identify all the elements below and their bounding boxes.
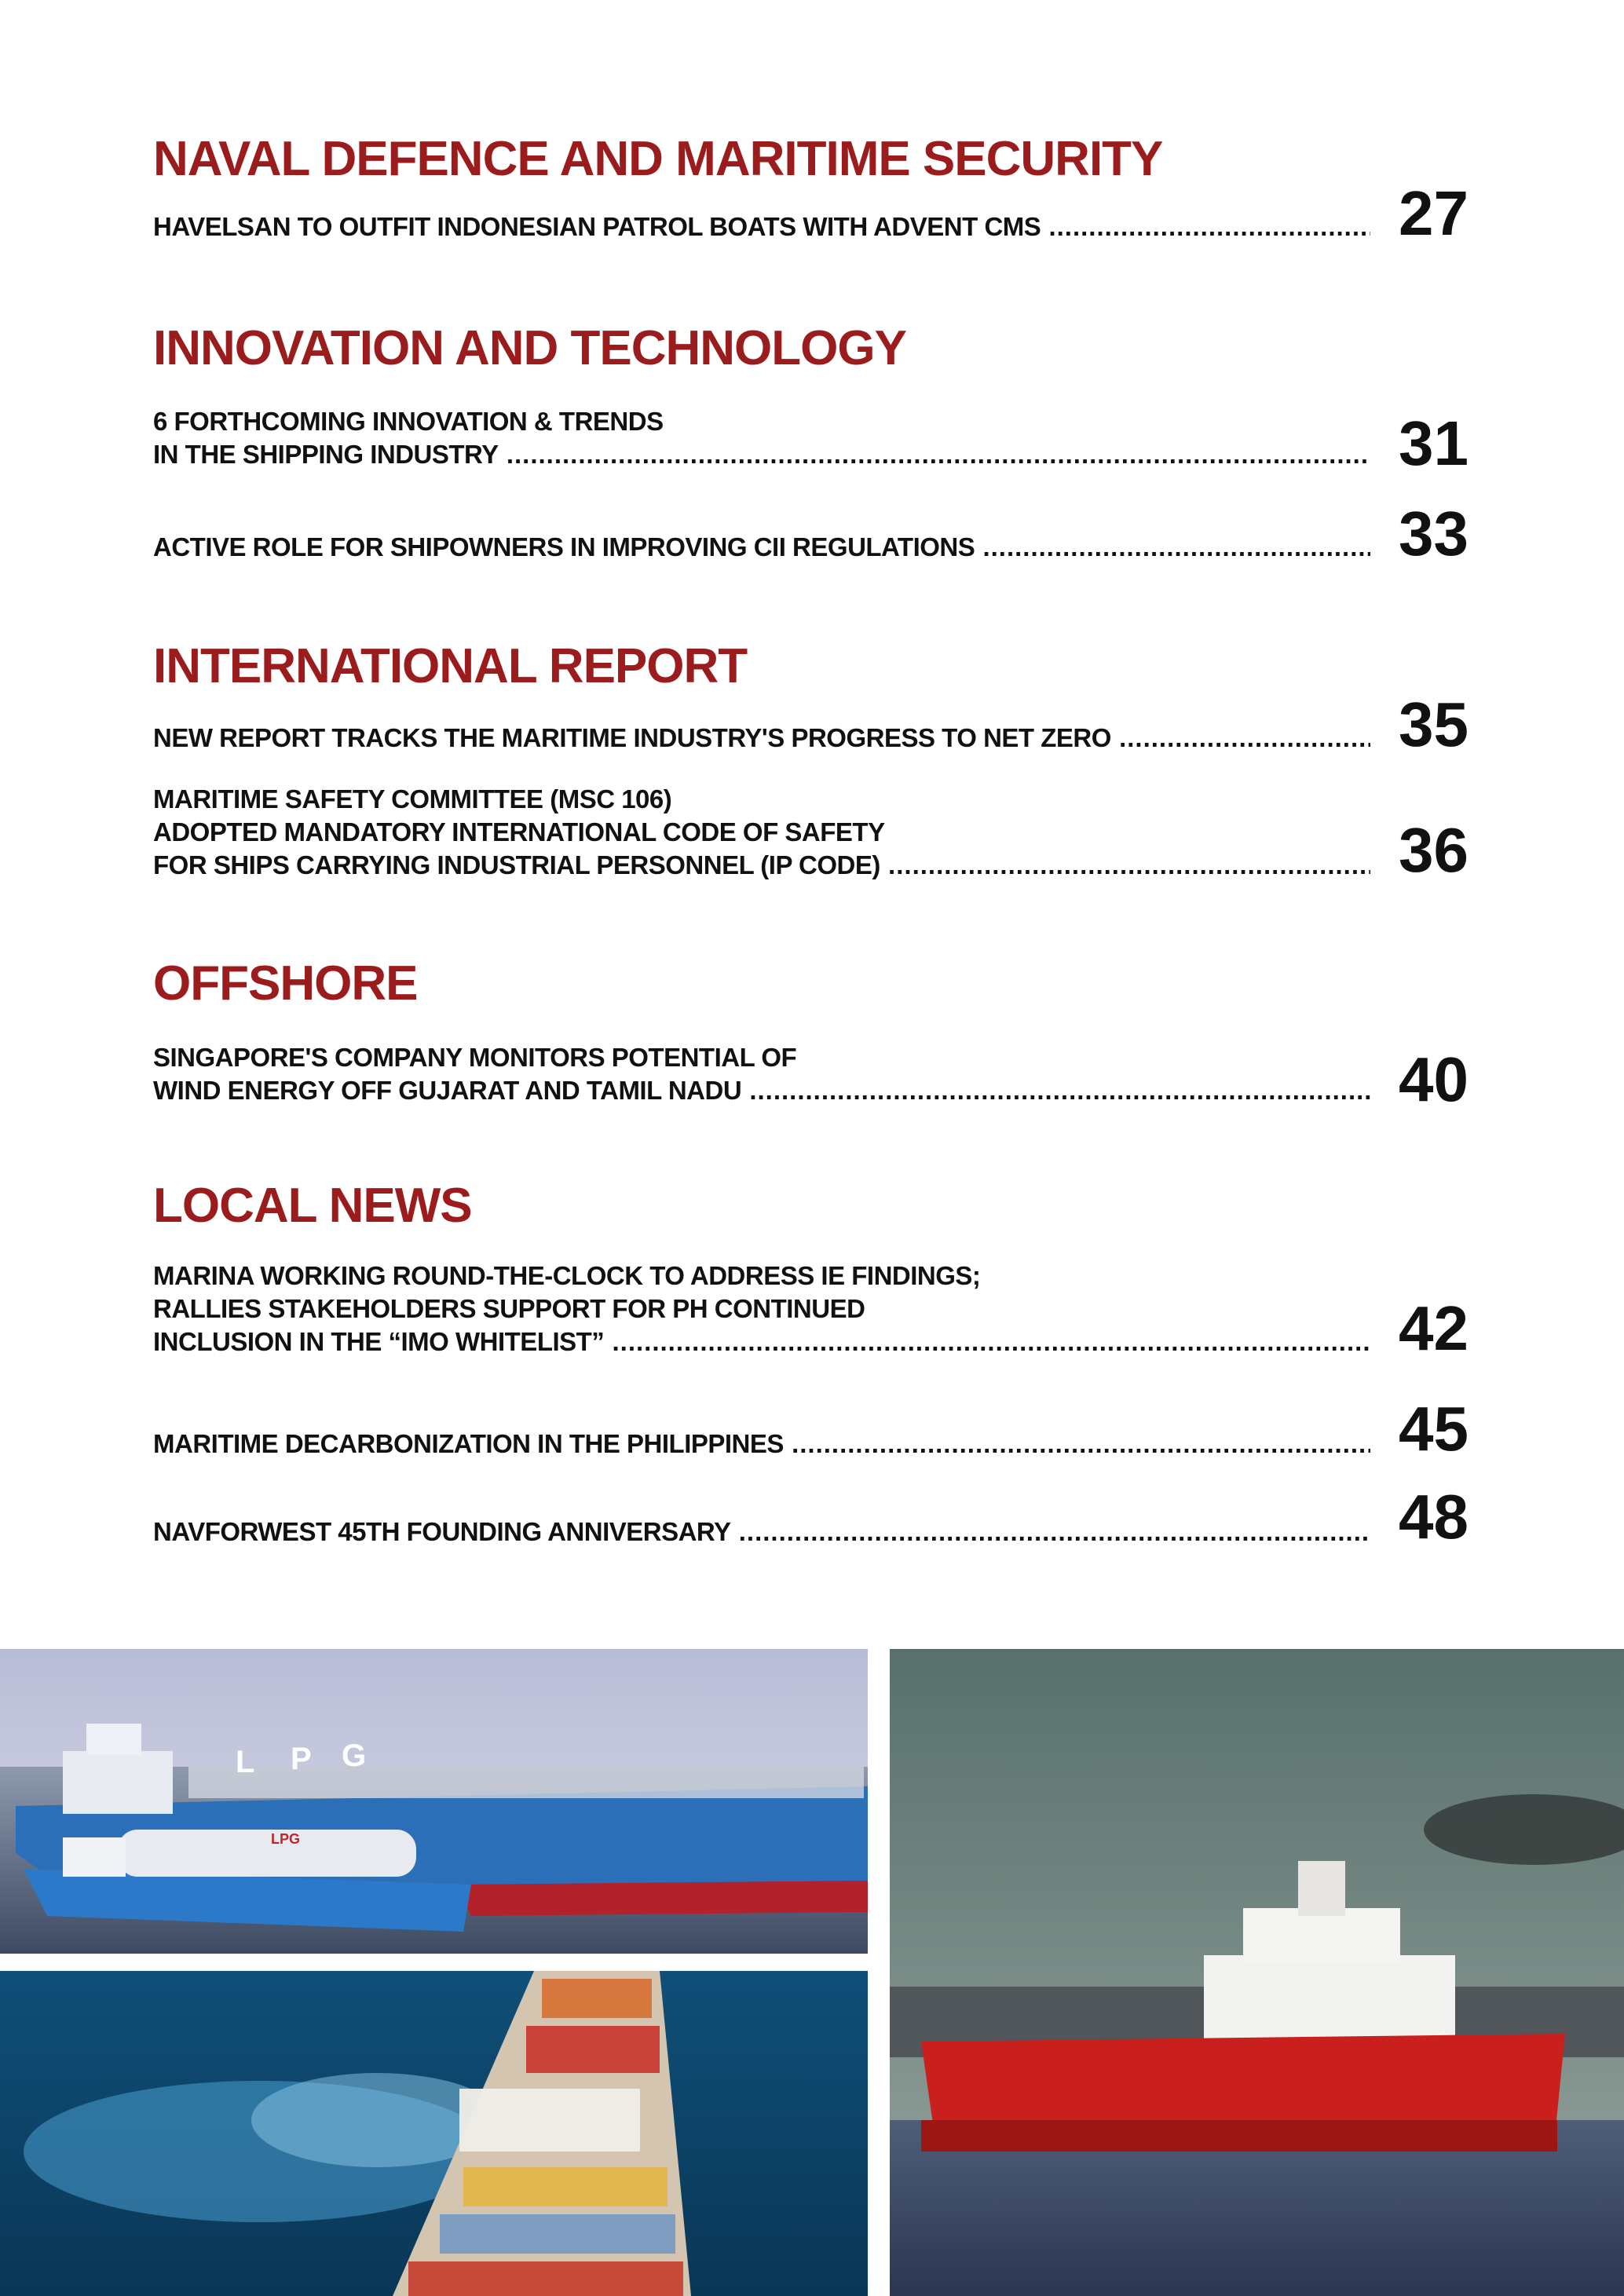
toc-entry-line: FOR SHIPS CARRYING INDUSTRIAL PERSONNEL (IP CODE) ..... [153, 849, 1370, 882]
lpg-tankers-photo [0, 1649, 868, 1954]
toc-entry[interactable] [153, 471, 1469, 569]
toc-entry[interactable] [153, 1366, 1469, 1464]
lpg-letter: L [236, 1745, 255, 1779]
toc-entry-title [153, 405, 1370, 471]
container-ship-photo [0, 1971, 868, 2296]
section-title-naval-defence: NAVAL DEFENCE AND MARITIME SECURITY [153, 132, 1163, 186]
page-number: 27 [1399, 178, 1469, 248]
toc-entry-title [153, 1260, 1370, 1358]
toc-entry-line: ACTIVE ROLE FOR SHIPOWNERS IN IMPROVING CII REGULATIONS ..... [153, 531, 1370, 564]
red-tanker-photo [890, 1649, 1624, 2296]
page-number: 36 [1399, 815, 1469, 885]
page-number: 45 [1399, 1394, 1469, 1464]
toc-entry-line: 6 FORTHCOMING INNOVATION & TRENDS [153, 407, 664, 436]
toc-entry-title [153, 1515, 1370, 1548]
section-title-local-news: LOCAL NEWS [153, 1179, 472, 1233]
page-number: 42 [1399, 1293, 1469, 1363]
lpg-lettering [0, 1649, 868, 1954]
toc-entry-title [153, 210, 1370, 243]
toc-entry[interactable] [153, 781, 1469, 891]
toc-entry-title [153, 722, 1370, 755]
toc-entry-line: MARITIME SAFETY COMMITTEE (MSC 106) [153, 784, 672, 813]
toc-entry[interactable] [153, 1013, 1469, 1114]
toc-entry-title [153, 783, 1370, 882]
page-number: 48 [1399, 1482, 1469, 1552]
toc-entry-line: ADOPTED MANDATORY INTERNATIONAL CODE OF SAFETY [153, 817, 885, 846]
page-number: 35 [1399, 689, 1469, 759]
toc-entry-title [153, 531, 1370, 564]
page-number: 31 [1399, 408, 1469, 478]
toc-entry[interactable] [153, 157, 1469, 251]
page-number: 40 [1399, 1044, 1469, 1114]
toc-entry-line: RALLIES STAKEHOLDERS SUPPORT FOR PH CONTINUED [153, 1294, 865, 1323]
page-number: 33 [1399, 499, 1469, 569]
lpg-small-ship-label: LPG [271, 1831, 301, 1847]
toc-entry-line: MARINA WORKING ROUND-THE-CLOCK TO ADDRESS IE FINDINGS; [153, 1261, 981, 1290]
section-title-international-report: INTERNATIONAL REPORT [153, 639, 748, 693]
toc-entry[interactable] [153, 1454, 1469, 1552]
section-title-offshore: OFFSHORE [153, 956, 418, 1011]
toc-entry-line: INCLUSION IN THE “IMO WHITELIST” ..... [153, 1325, 1370, 1358]
toc-entry-line: NAVFORWEST 45TH FOUNDING ANNIVERSARY ..... [153, 1515, 1370, 1548]
toc-entry[interactable] [153, 662, 1469, 759]
toc-entry-title [153, 1041, 1370, 1107]
toc-entry-line: HAVELSAN TO OUTFIT INDONESIAN PATROL BOATS WITH ADVENT CMS ..... [153, 210, 1370, 243]
section-title-innovation: INNOVATION AND TECHNOLOGY [153, 321, 906, 375]
toc-entry-line: SINGAPORE'S COMPANY MONITORS POTENTIAL OF [153, 1043, 797, 1072]
lpg-letter: P [291, 1742, 312, 1776]
toc-entry[interactable] [153, 377, 1469, 478]
toc-entry-line: NEW REPORT TRACKS THE MARITIME INDUSTRY'S PROGRESS TO NET ZERO ..... [153, 722, 1370, 755]
toc-entry-line: MARITIME DECARBONIZATION IN THE PHILIPPINES ..... [153, 1428, 1370, 1461]
toc-entry-line: IN THE SHIPPING INDUSTRY ..... [153, 438, 1370, 471]
lpg-letter: G [342, 1738, 367, 1773]
toc-entry-line: WIND ENERGY OFF GUJARAT AND TAMIL NADU ..... [153, 1074, 1370, 1107]
toc-entry[interactable] [153, 1256, 1469, 1366]
